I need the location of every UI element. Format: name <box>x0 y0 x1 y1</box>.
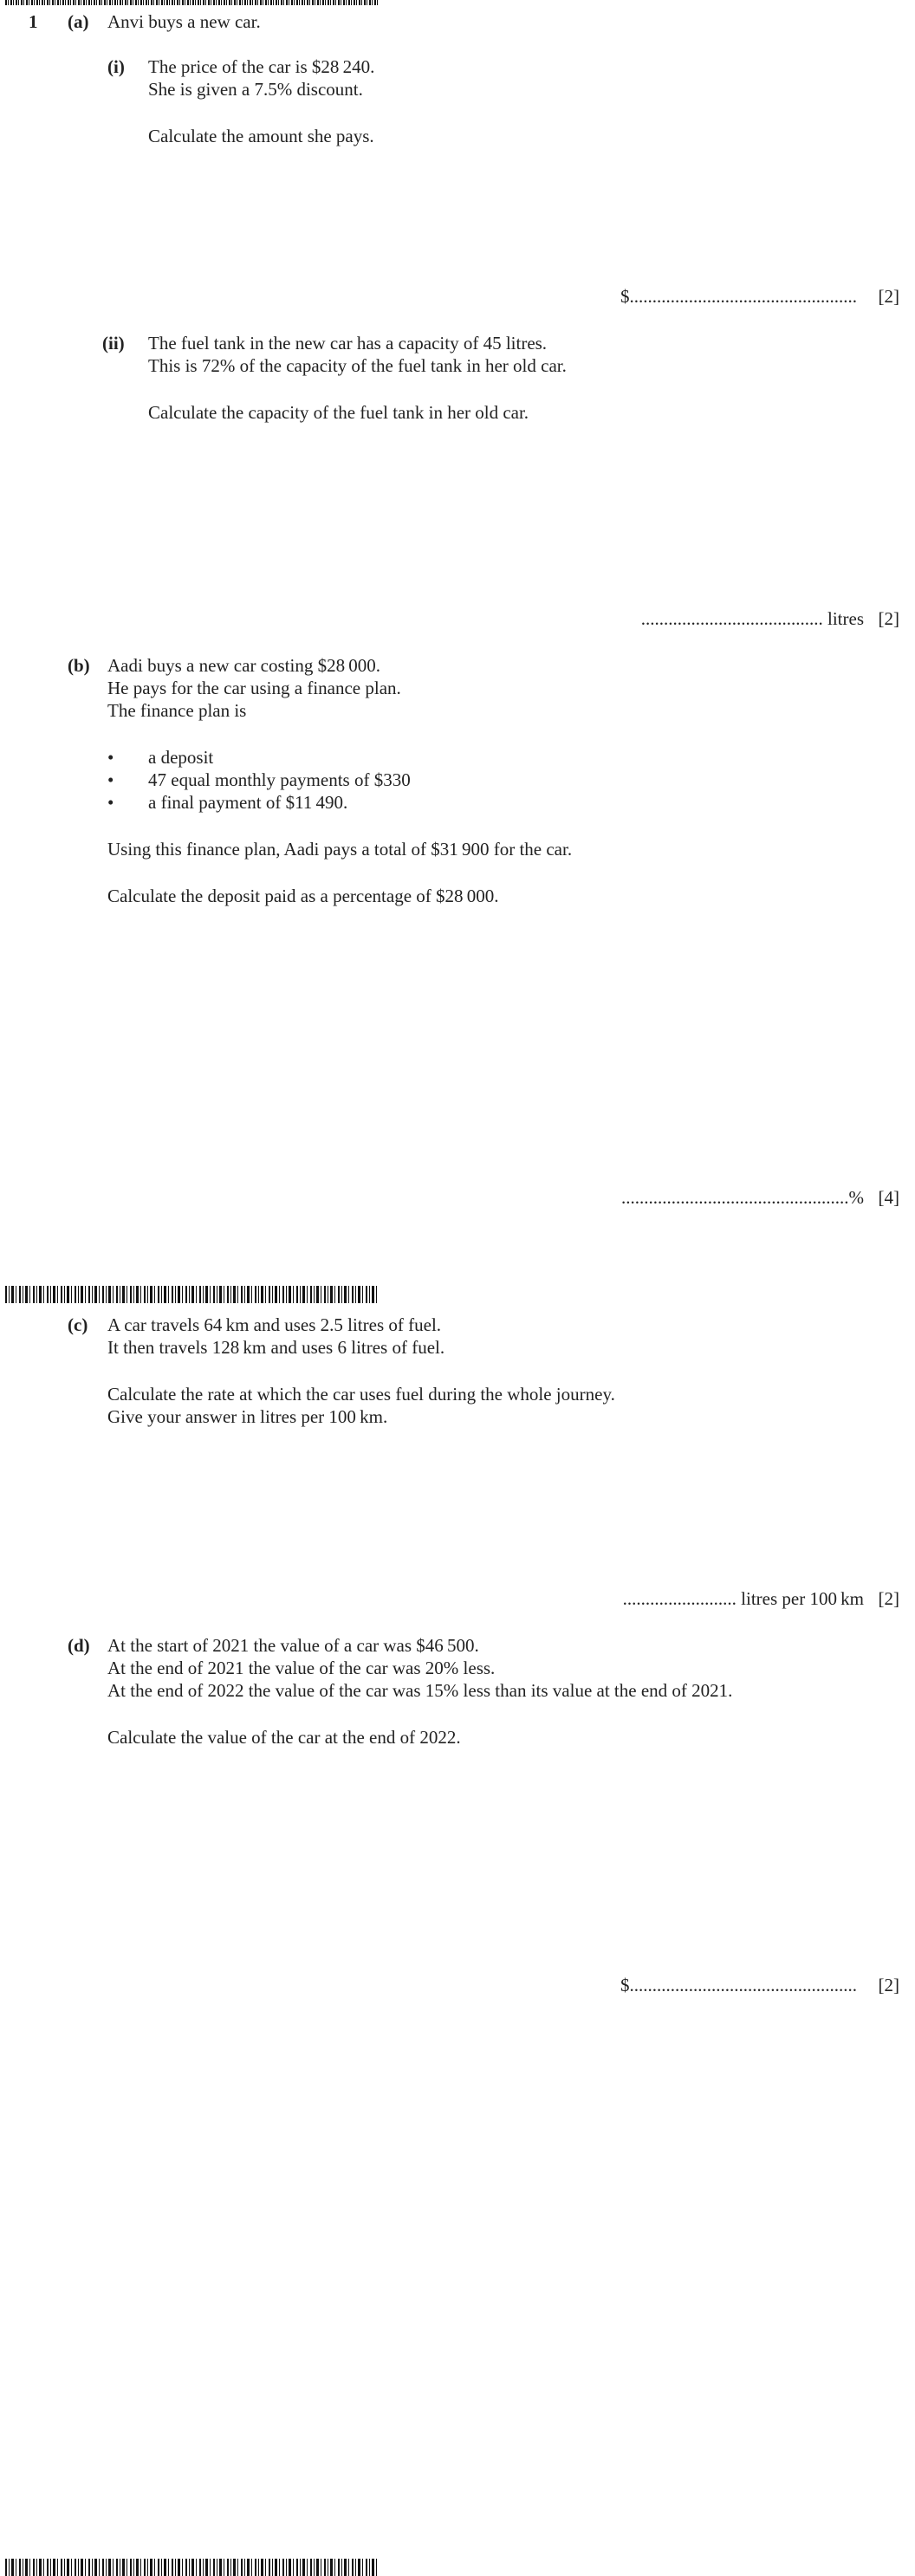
bullet-item-1: a deposit <box>148 747 214 768</box>
bullet-dot: • <box>107 792 114 813</box>
sub-i-label: (i) <box>107 56 125 77</box>
part-d-line-2: At the end of 2021 the value of the car was 20% less. <box>107 1658 496 1678</box>
sub-i-answer-line[interactable] <box>620 286 899 308</box>
part-b-line-1: Aadi buys a new car costing $28 000. <box>107 655 381 676</box>
part-b-label: (b) <box>68 655 90 676</box>
part-d-line-4: Calculate the value of the car at the end of 2022. <box>107 1727 461 1748</box>
part-d-answer-line[interactable] <box>620 1975 899 1996</box>
answer-unit: % <box>848 1187 864 1208</box>
bullet-dot: • <box>107 747 114 768</box>
bullet-item-2: 47 equal monthly payments of $330 <box>148 769 411 790</box>
top-barcode <box>5 0 378 5</box>
marks: [2] <box>878 1588 899 1609</box>
part-b-line-3: The finance plan is <box>107 700 247 721</box>
marks: [4] <box>878 1187 899 1208</box>
part-c-label: (c) <box>68 1314 88 1335</box>
marks: [2] <box>878 286 899 307</box>
answer-prefix: $ <box>620 1975 630 1995</box>
part-d-line-3: At the end of 2022 the value of the car was 15% less than its value at the end of 2021. <box>107 1680 733 1701</box>
answer-unit: litres <box>827 608 864 629</box>
page-barcode <box>5 1286 378 1303</box>
sub-ii-line-2: This is 72% of the capacity of the fuel tank in her old car. <box>148 355 567 376</box>
answer-dots: .................................................. <box>629 286 857 307</box>
bullet-dot: • <box>107 769 114 790</box>
sub-ii-label: (ii) <box>102 333 125 354</box>
bullet-item-3: a final payment of $11 490. <box>148 792 348 813</box>
part-c-line-3: Calculate the rate at which the car uses fuel during the whole journey. <box>107 1384 615 1405</box>
part-c-answer-line[interactable] <box>623 1588 899 1610</box>
sub-ii-line-1: The fuel tank in the new car has a capacity of 45 litres. <box>148 333 548 354</box>
part-a-label: (a) <box>68 11 89 32</box>
sub-ii-line-3: Calculate the capacity of the fuel tank in her old car. <box>148 402 529 423</box>
part-d-label: (d) <box>68 1635 90 1656</box>
marks: [2] <box>878 608 899 629</box>
sub-i-line-1: The price of the car is $28 240. <box>148 56 375 77</box>
question-number: 1 <box>29 11 38 32</box>
part-b-total-line: Using this finance plan, Aadi pays a total of $31 900 for the car. <box>107 839 573 860</box>
answer-prefix: $ <box>620 286 630 307</box>
footer-barcode <box>5 2559 378 2576</box>
part-a-intro: Anvi buys a new car. <box>107 11 261 32</box>
part-c-line-4: Give your answer in litres per 100 km. <box>107 1406 388 1427</box>
answer-unit: litres per 100 km <box>741 1588 864 1609</box>
part-b-answer-line[interactable] <box>621 1187 899 1209</box>
part-b-calc-line: Calculate the deposit paid as a percentage of $28 000. <box>107 886 499 906</box>
part-b-line-2: He pays for the car using a finance plan. <box>107 678 401 698</box>
part-d-line-1: At the start of 2021 the value of a car was $46 500. <box>107 1635 479 1656</box>
sub-i-line-2: She is given a 7.5% discount. <box>148 79 363 100</box>
marks: [2] <box>878 1975 899 1995</box>
part-c-line-1: A car travels 64 km and uses 2.5 litres of fuel. <box>107 1314 442 1335</box>
answer-dots: .................................................. <box>621 1187 849 1208</box>
sub-i-line-3: Calculate the amount she pays. <box>148 126 374 146</box>
sub-ii-answer-line[interactable] <box>641 608 899 630</box>
answer-dots: .................................................. <box>629 1975 857 1995</box>
part-c-line-2: It then travels 128 km and uses 6 litres of fuel. <box>107 1337 445 1358</box>
answer-dots: ........................................ <box>640 608 823 629</box>
answer-dots: ......................... <box>622 1588 737 1609</box>
